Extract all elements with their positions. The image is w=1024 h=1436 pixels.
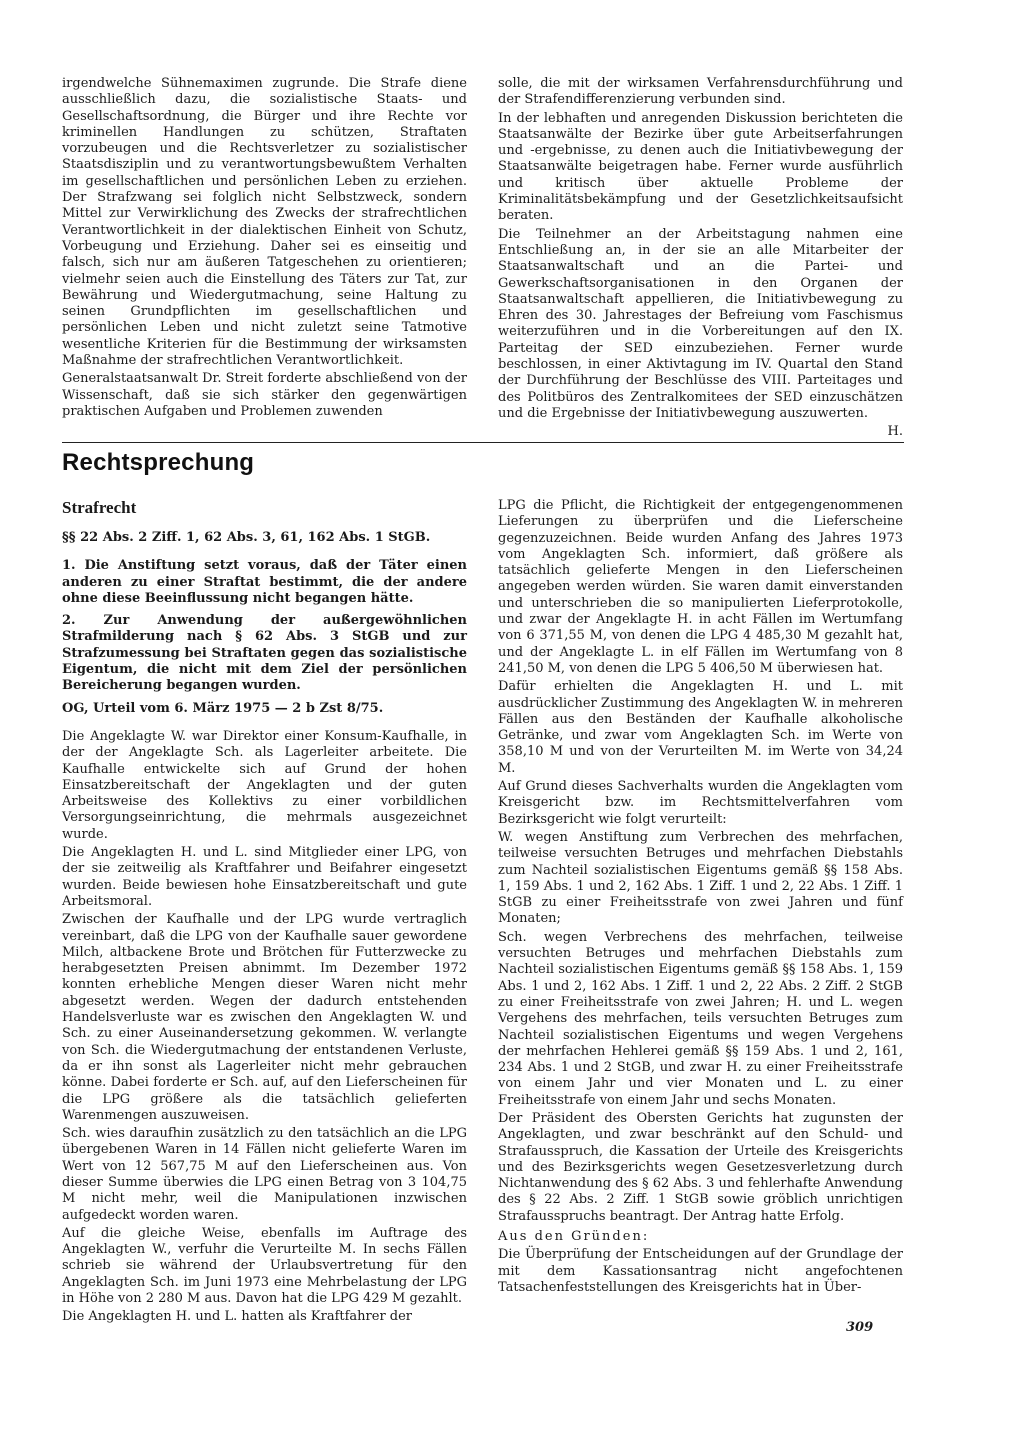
section-title: Rechtsprechung: [62, 449, 255, 476]
author-initial: H.: [887, 424, 903, 440]
top-right-column: [498, 76, 903, 443]
body-paragraph: W. wegen Anstiftung zum Verbrechen des mehrfachen, teilweise versuchten Betruges und mehrfachen Diebstahls zum Nachteil sozialistischen Eigentums gemäß §§ 158 Abs. 1, 159 Abs. 1 und 2, 162 Abs. 1 Ziff. 1 und 2, 22 Abs. 1 Ziff. 1 StGB zu einer Freiheitsstrafe von zwei Jahren und fünf Monaten;: [498, 829, 903, 927]
headnote: 1. Die Anstiftung setzt voraus, daß der Täter einen anderen zu einer Straftat bestimmt, die der andere ohne diese Beeinflussung nicht begangen hätte.: [62, 558, 467, 606]
body-paragraph: Der Präsident des Obersten Gerichts hat zugunsten der Angeklagten, und zwar beschränkt auf den Schuld- und Strafausspruch, die Kassation der Urteile des Kreisgerichts und des Bezirksgerichts wegen Gesetzesverletzung durch Nichtanwendung des § 62 Abs. 3 und fehlerhafte Anwendung des § 22 Abs. 2 Ziff. 1 StGB sowie gröblich unrichtigen Strafausspruchs beantragt. Der Antrag hatte Erfolg.: [498, 1110, 903, 1224]
body-paragraph: Zwischen der Kaufhalle und der LPG wurde vertraglich vereinbart, daß die LPG von der Kaufhalle sauer gewordene Milch, altbackene Brote und Brötchen für Futterzwecke zu herabgesetzten Preisen abnimmt. Im Dezember 1972 konnten erhebliche Mengen dieser Waren nicht mehr abgesetzt werden. Wegen der dadurch entstehenden Handelsverluste war es zwischen den Angeklagten W. und Sch. zu einer Auseinandersetzung gekommen. W. verlangte von Sch. die Wiedergutmachung der entstandenen Verluste, da er ihn sonst als Lagerleiter nicht mehr gebrauchen könne. Dabei forderte er Sch. auf, auf den Lieferscheinen für die LPG größere als die tatsächlich gelieferten Warenmengen auszuweisen.: [62, 912, 467, 1123]
section-divider: [62, 442, 904, 443]
body-paragraph: Die Teilnehmer an der Arbeitstagung nahmen eine Entschließung an, in der sie an alle Mitarbeiter der Staatsanwaltschaft und an die Partei- und Gewerkschaftsorganisationen in den Organen der Staatsanwaltschaft appellieren, die Initiativbewegung zu Ehren des 30. Jahrestages der Befreiung vom Faschismus weiterzuführen und in die Vorbereitungen auf den IX. Parteitag der SED einzubeziehen. Ferner wurde beschlossen, in einer Aktivtagung im IV. Quartal den Stand der Durchführung der Beschlüsse des VIII. Parteitages und des Politbüros des Zentralkomitees der SED einzuschätzen und die Ergebnisse der Initiativbewegung auszuwerten.: [498, 226, 903, 421]
decision-reference: OG, Urteil vom 6. März 1975 — 2 b Zst 8/75.: [62, 700, 384, 716]
body-paragraph: Sch. wegen Verbrechens des mehrfachen, teilweise versuchten Betruges und mehrfachen Diebstahls zum Nachteil sozialistischen Eigentums gemäß §§ 158 Abs. 1, 159 Abs. 1 und 2, 162 Abs. 1 Ziff. 1 und 2, 22 Abs. 2 Ziff. 2 StGB zu einer Freiheitsstrafe von zwei Jahren; H. und L. wegen Vergehens des mehrfachen, teils versuchten Betruges zum Nachteil sozialistischen Eigentums und wegen Vergehens der mehrfachen Hehlerei gemäß §§ 159 Abs. 1 und 2, 161, 234 Abs. 1 und 2 StGB, und zwar H. zu einer Freiheitsstrafe von einem Jahr und vier Monaten und L. zu einer Freiheitsstrafe von einem Jahr und sechs Monaten.: [498, 929, 903, 1108]
body-paragraph: Die Angeklagten H. und L. sind Mitglieder einer LPG, von der sie zeitweilig als Kraftfahrer und Beifahrer eingesetzt wurden. Beide bewiesen hohe Einsatzbereitschaft und gute Arbeitsmoral.: [62, 845, 467, 909]
lower-left-column: [62, 498, 467, 1328]
body-paragraph: Dafür erhielten die Angeklagten H. und L. mit ausdrücklicher Zustimmung des Angeklagten W. in mehreren Fällen aus den Beständen der Kaufhalle alkoholische Getränke, und zwar vom Angeklagten Sch. im Werte von 358,10 M und von der Verurteilten M. im Werte von 34,24 M.: [498, 679, 903, 776]
body-paragraph: Auf Grund dieses Sachverhalts wurden die Angeklagten vom Kreisgericht bzw. im Rechtsmittelverfahren vom Bezirksgericht wie folgt verurteilt:: [498, 779, 903, 827]
body-paragraph: irgendwelche Sühnemaximen zugrunde. Die Strafe diene ausschließlich dazu, die sozialistische Staats- und Gesellschaftsordnung, die Bürger und ihre Rechte vor kriminellen Handlungen zu schützen, Straftaten vorzubeugen und die Rechtsverletzer zu sozialistischer Staatsdisziplin und zu verantwortungsbewußtem Verhalten im gesellschaftlichen und persönlichen Leben zu erziehen. Der Strafzwang sei folglich nicht Selbstzweck, sondern Mittel zur Verwirklichung des Zwecks der strafrechtlichen Verantwortlichkeit in der dialektischen Einheit von Schutz, Vorbeugung und Erziehung. Daher sei es einseitig und falsch, sich nur am äußeren Tatgeschehen zu orientieren; vielmehr seien auch die Einstellung des Täters zur Tat, zur Bewährung und Wiedergutmachung, seine Haltung zu seinen Grundpflichten im gesellschaftlichen und persönlichen Leben und nicht zuletzt seine Tatmotive wesentliche Kriterien für die Bestimmung der wirksamsten Maßnahme der strafrechtlichen Verantwortlichkeit.: [62, 76, 467, 369]
body-paragraph: Generalstaatsanwalt Dr. Streit forderte abschließend von der Wissenschaft, daß sie sich stärker den gegenwärtigen praktischen Aufgaben und Problemen zuwenden: [62, 371, 467, 419]
lower-right-column: [498, 498, 903, 1298]
subsection-title: Strafrecht: [62, 498, 137, 517]
headnote: 2. Zur Anwendung der außergewöhnlichen Strafmilderung nach § 62 Abs. 3 StGB und zur Strafzumessung bei Straftaten gegen das sozialistische Eigentum, die nicht mit dem Ziel der persönlichen Bereicherung begangen wurden.: [62, 613, 467, 694]
body-paragraph: solle, die mit der wirksamen Verfahrensdurchführung und der Strafendifferenzierung verbunden sind.: [498, 76, 903, 108]
body-paragraph: Die Überprüfung der Entscheidungen auf der Grundlage der mit dem Kassationsantrag nicht angefochtenen Tatsachenfeststellungen des Kreisgerichts hat in Über-: [498, 1247, 903, 1295]
page-number: 309: [846, 1320, 874, 1335]
top-left-column: [62, 76, 467, 422]
body-paragraph: Auf die gleiche Weise, ebenfalls im Auftrage des Angeklagten W., verfuhr die Verurteilte M. In sechs Fällen schrieb sie während der Urlaubsvertretung für den Angeklagten Sch. im Juni 1973 eine Mehrbelastung der LPG in Höhe von 2 280 M aus. Davon hat die LPG 429 M gezahlt.: [62, 1225, 467, 1307]
body-paragraph: Die Angeklagten H. und L. hatten als Kraftfahrer der: [62, 1309, 413, 1325]
body-paragraph: Sch. wies daraufhin zusätzlich zu den tatsächlich an die LPG übergebenen Waren in 14 Fällen nicht gelieferte Waren im Wert von 12 567,75 M auf den Lieferscheinen aus. Von dieser Summe überwies die LPG einen Betrag von 3 104,75 M nicht mehr, weil die Manipulationen inzwischen aufgedeckt worden waren.: [62, 1126, 467, 1223]
body-paragraph: Die Angeklagte W. war Direktor einer Konsum-Kaufhalle, in der der Angeklagte Sch. als Lagerleiter arbeitete. Die Kaufhalle entwickelte sich auf Grund der hohen Einsatzbereitschaft der Angeklagten und der guten Arbeitsweise des Kollektivs zu einer vorbildlichen Versorgungseinrichtung, die mehrmals ausgezeichnet wurde.: [62, 728, 467, 842]
body-paragraph: In der lebhaften und anregenden Diskussion berichteten die Staatsanwälte der Bezirke über gute Arbeitserfahrungen und -ergebnisse, zu denen auch die Initiativbewegung der Staatsanwälte beigetragen habe. Ferner wurde ausführlich und kritisch über aktuelle Probleme der Kriminalitätsbekämpfung und der Gesetzlichkeitsaufsicht beraten.: [498, 110, 903, 224]
reasons-heading: Aus den Gründen:: [498, 1229, 650, 1245]
body-paragraph: LPG die Pflicht, die Richtigkeit der entgegengenommenen Lieferungen zu überprüfen und die Lieferscheine gegenzuzeichnen. Beide wurden Anfang des Jahres 1973 vom Angeklagten Sch. informiert, daß größere als tatsächlich gelieferte Mengen in den Lieferscheinen angegeben werden würden. Sie waren damit einverstanden und unterschrieben die so manipulierten Lieferprotokolle, und zwar der Angeklagte H. in acht Fällen im Wertumfang von 6 371,55 M, von denen die LPG 4 485,30 M gezahlt hat, und der Angeklagte L. in elf Fällen im Wertumfang von 8 241,50 M, von denen die LPG 5 406,50 M überwiesen hat.: [498, 498, 903, 676]
statute-reference: §§ 22 Abs. 2 Ziff. 1, 62 Abs. 3, 61, 162 Abs. 1 StGB.: [62, 530, 431, 545]
